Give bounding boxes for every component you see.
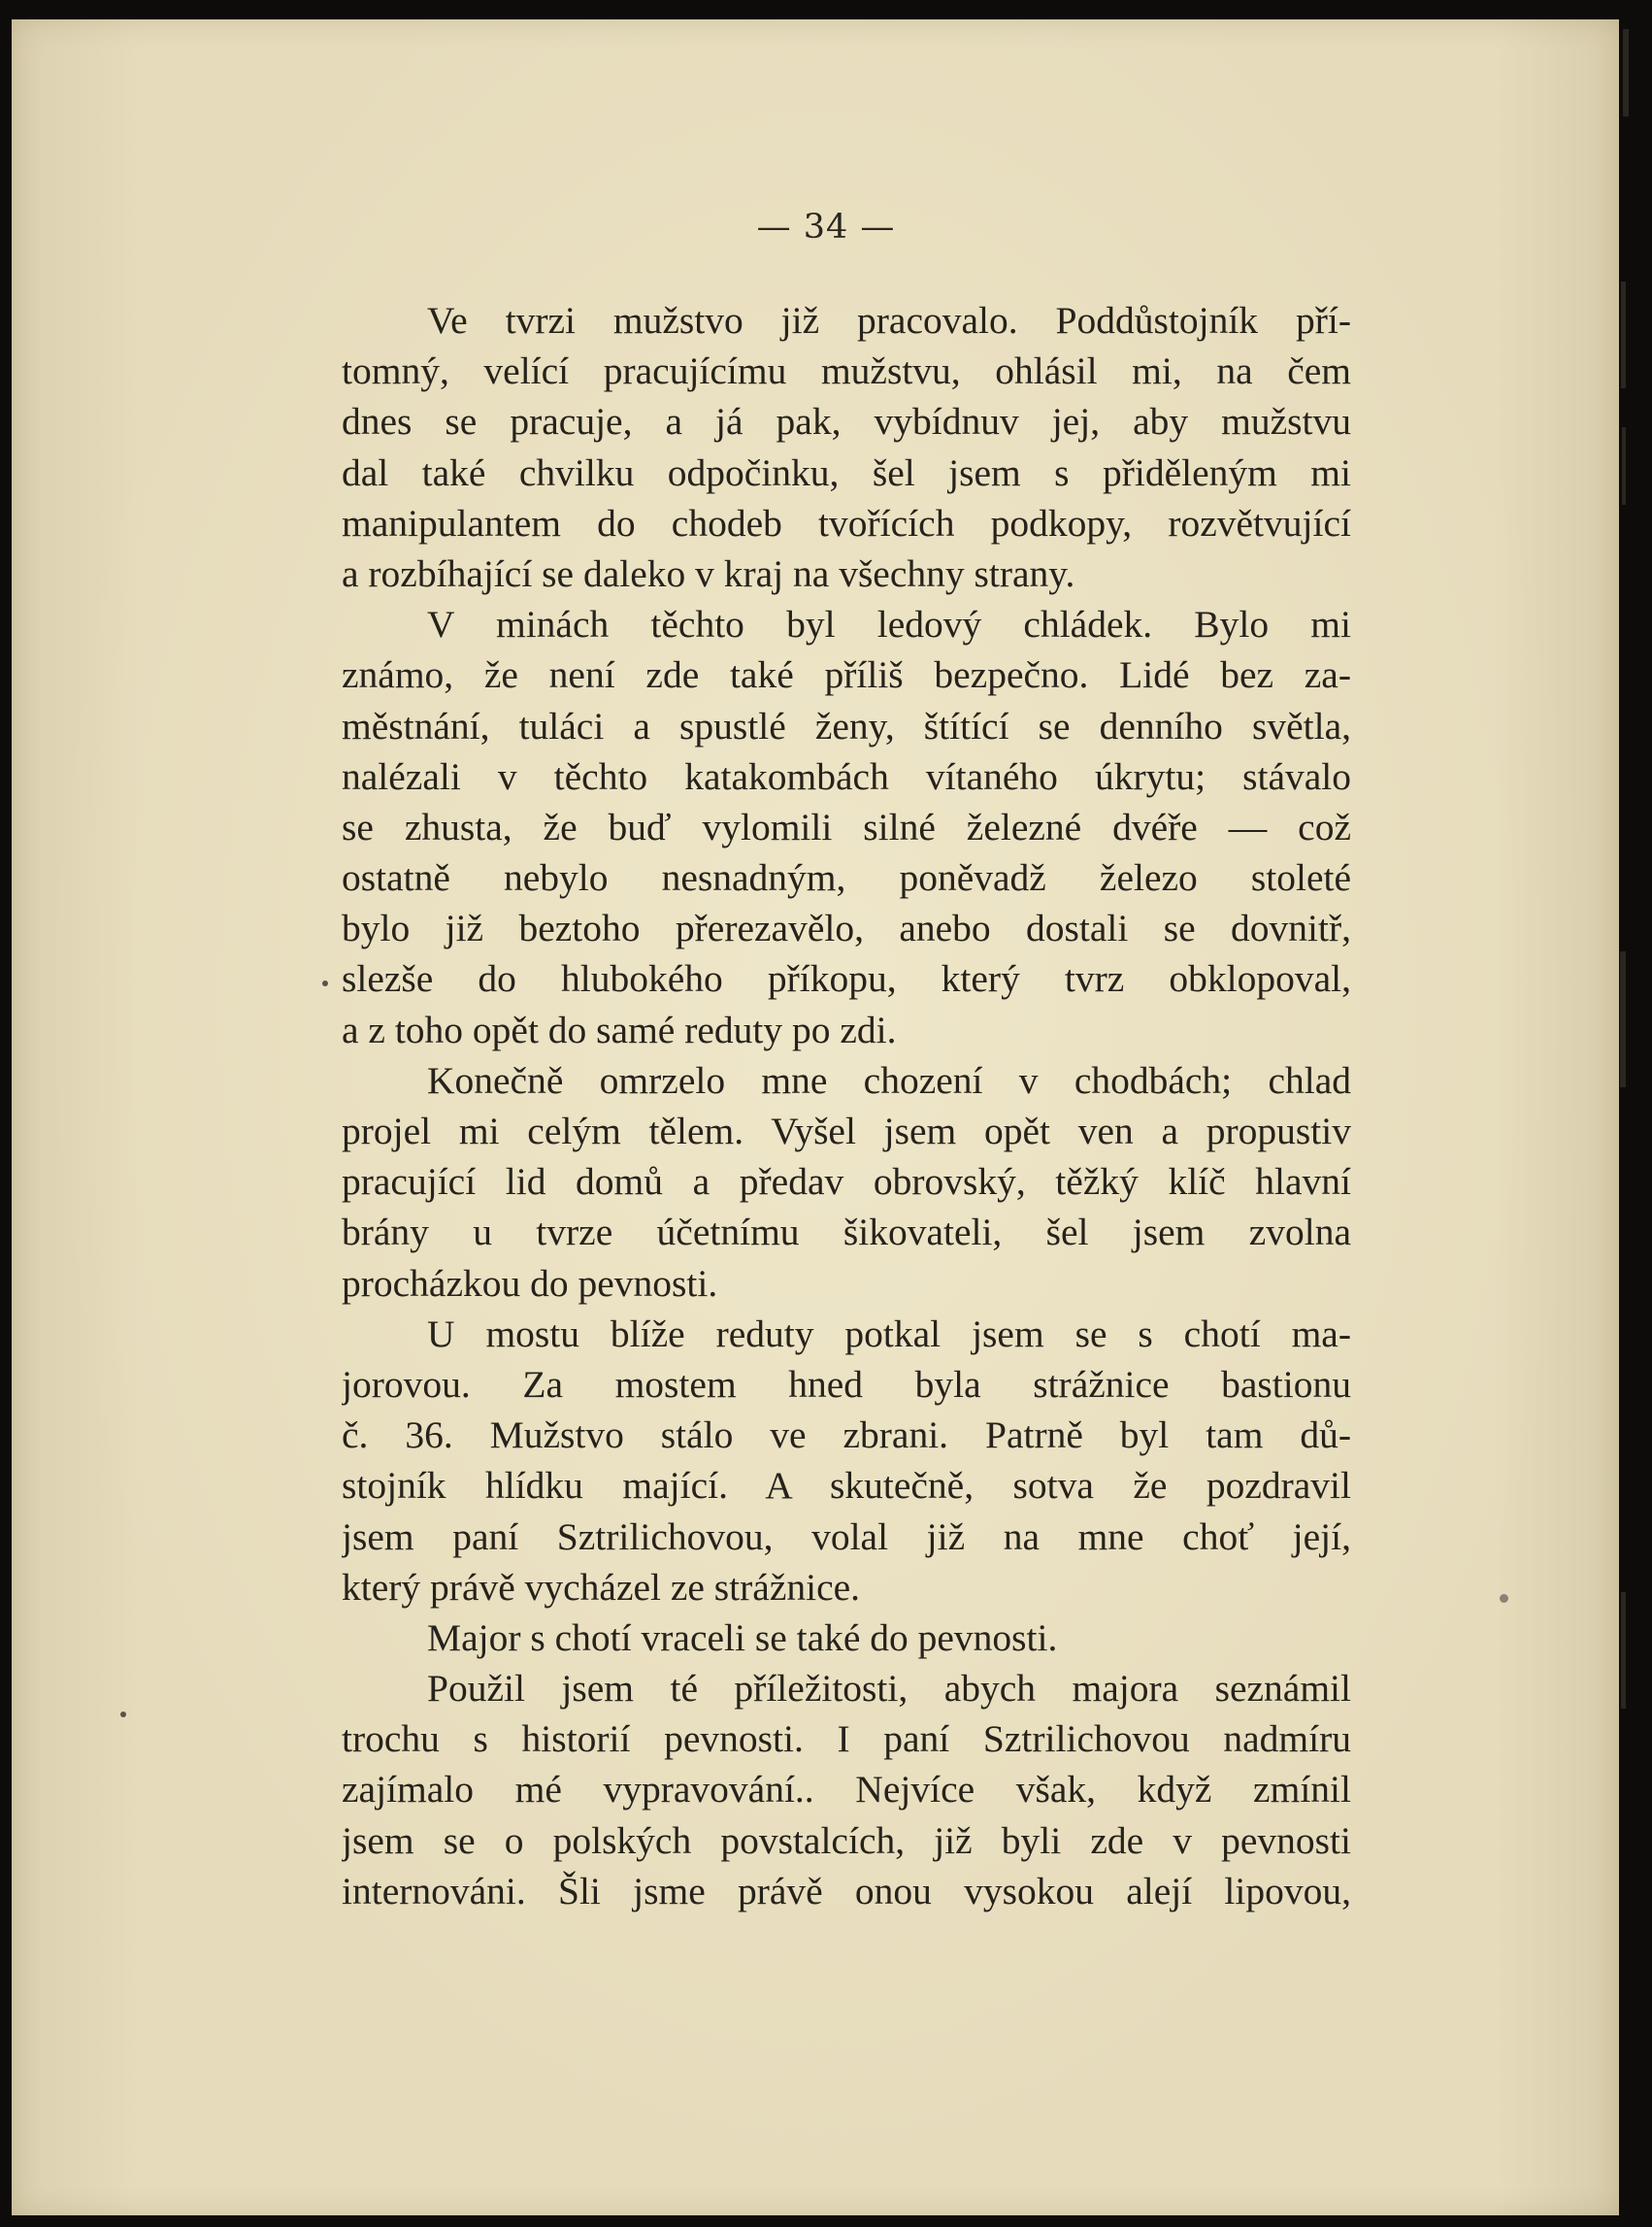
text-line: ostatně nebylo nesnadným, poněvadž železo stoleté — [342, 856, 1351, 900]
body-text — [342, 295, 1351, 1916]
text-line: pracující lid domů a předav obrovský, těžký klíč hlavní — [342, 1160, 1351, 1204]
text-line: U mostu blíže reduty potkal jsem se s chotí ma- — [427, 1312, 1351, 1355]
spine-shadow-mark — [1621, 282, 1626, 388]
spine-shadow-mark — [1623, 29, 1629, 116]
text-line: Použil jsem té příležitosti, abych majora seznámil — [427, 1667, 1351, 1711]
text-line: nalézali v těchto katakombách vítaného úkrytu; stávalo — [342, 754, 1351, 798]
text-line: stojník hlídku mající. A skutečně, sotva že pozdravil — [342, 1464, 1351, 1508]
text-line: zajímalo mé vypravování.. Nejvíce však, když zmínil — [342, 1768, 1351, 1812]
text-line: Major s chotí vraceli se také do pevnosti. — [427, 1615, 1058, 1659]
text-line: č. 36. Mužstvo stálo ve zbrani. Patrně byl tam dů- — [342, 1413, 1351, 1457]
text-line: který právě vycházel ze strážnice. — [342, 1565, 861, 1609]
text-line: V minách těchto byl ledový chládek. Bylo mi — [427, 603, 1351, 647]
text-line: manipulantem do chodeb tvořících podkopy, rozvětvující — [342, 501, 1351, 545]
text-line: a z toho opět do samé reduty po zdi. — [342, 1008, 897, 1051]
book-spine-edge — [1619, 0, 1652, 2227]
text-line: procházkou do pevnosti. — [342, 1261, 718, 1305]
text-line: známo, že není zde také příliš bezpečno. Lidé bez za- — [342, 653, 1351, 697]
text-line: slezše do hlubokého příkopu, který tvrz obklopoval, — [342, 957, 1351, 1001]
text-line: Ve tvrzi mužstvo již pracovalo. Poddůstojník pří- — [427, 299, 1351, 342]
stray-speck — [120, 1712, 126, 1717]
text-line: trochu s historií pevnosti. I paní Sztrilichovou nadmíru — [342, 1717, 1351, 1761]
text-line: projel mi celým tělem. Vyšel jsem opět ven a propustiv — [342, 1110, 1351, 1152]
spine-shadow-mark — [1620, 951, 1626, 1087]
stray-speck — [1500, 1594, 1508, 1603]
text-line: se zhusta, že buď vylomili silné železné dvéře — což — [342, 805, 1351, 848]
text-line: a rozbíhající se daleko v kraj na všechny strany. — [342, 551, 1075, 595]
text-line: jsem se o polských povstalcích, již byli zde v pevnosti — [342, 1818, 1351, 1862]
page-number: — 34 — — [756, 208, 896, 247]
text-line: dnes se pracuje, a já pak, vybídnuv jej, aby mužstvu — [342, 400, 1351, 444]
text-line: brány u tvrze účetnímu šikovateli, šel jsem zvolna — [342, 1211, 1351, 1254]
spine-shadow-mark — [1622, 427, 1626, 505]
text-line: městnání, tuláci a spustlé ženy, štítící se denního světla, — [342, 704, 1351, 748]
text-line: internováni. Šli jsme právě onou vysokou alejí lipovou, — [342, 1869, 1351, 1912]
spine-shadow-mark — [1621, 1592, 1626, 1709]
text-line: tomný, velící pracujícímu mužstvu, ohlásil mi, na čem — [342, 349, 1351, 393]
text-line: bylo již beztoho přerezavělo, anebo dostali se dovnitř, — [342, 907, 1351, 950]
text-line: jsem paní Sztrilichovou, volal již na mne choť její, — [342, 1514, 1351, 1558]
stray-speck — [322, 981, 328, 986]
text-line: Konečně omrzelo mne chození v chodbách; chlad — [427, 1058, 1351, 1102]
text-line: jorovou. Za mostem hned byla strážnice bastionu — [342, 1362, 1351, 1406]
text-line: dal také chvilku odpočinku, šel jsem s přiděleným mi — [342, 450, 1351, 494]
